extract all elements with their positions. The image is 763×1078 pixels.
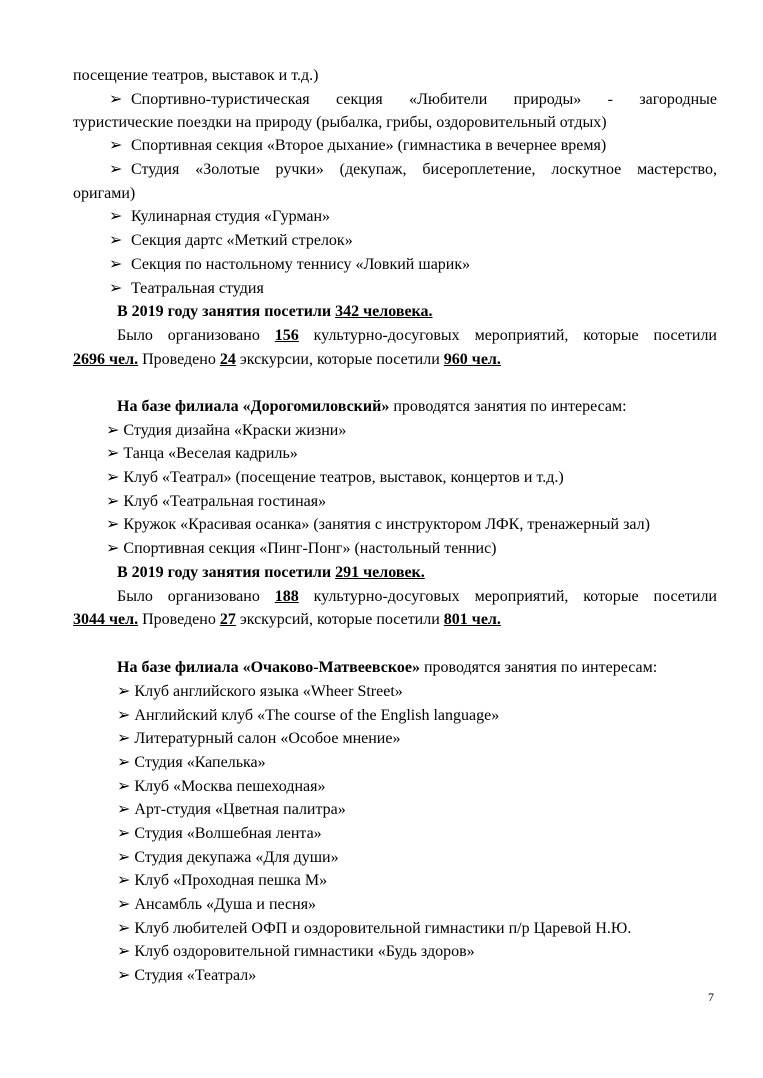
- excursions-count: 24: [219, 351, 236, 368]
- visits-value: 342 человека.: [335, 303, 433, 320]
- list-item: [117, 895, 761, 915]
- list-item-text: Спортивно-туристическая секция «Любители природы» - загородные: [131, 91, 717, 108]
- list-item-text: Ансамбль «Душа и песня»: [134, 896, 317, 913]
- list-item: [109, 207, 753, 227]
- visits-value: 291 человек.: [335, 564, 425, 581]
- list-item: [106, 468, 750, 488]
- bullet-arrow-icon: ➢: [117, 707, 131, 724]
- events-summary-continuation: [73, 610, 717, 630]
- list-item-text: Студия декупажа «Для души»: [134, 849, 339, 866]
- bullet-arrow-icon: ➢: [117, 778, 131, 795]
- list-item: [109, 231, 753, 251]
- list-item-text: Спортивная секция «Второе дыхание» (гимнастика в вечернее время): [131, 137, 607, 154]
- list-item: [109, 90, 717, 110]
- bullet-arrow-icon: ➢: [117, 943, 131, 960]
- list-item: [117, 706, 761, 726]
- list-item: [117, 871, 761, 891]
- bullet-arrow-icon: ➢: [117, 872, 131, 889]
- list-item-text: Кулинарная студия «Гурман»: [131, 208, 331, 225]
- list-item: [109, 279, 753, 299]
- visits-label: В 2019 году занятия посетили: [117, 564, 336, 581]
- excursions-visitors: 801 чел.: [443, 611, 501, 628]
- list-item: [117, 800, 761, 820]
- events-visitors: 2696 чел.: [73, 351, 139, 368]
- list-item-text: Танца «Веселая кадриль»: [123, 445, 298, 462]
- text: экскурсии, которые посетили: [235, 351, 444, 368]
- text: проводятся занятия по интересам:: [419, 659, 658, 676]
- list-item: [106, 515, 750, 535]
- text: Было организовано: [117, 588, 275, 605]
- list-item: [117, 848, 761, 868]
- visits-label: В 2019 году занятия посетили: [117, 303, 336, 320]
- paragraph-line: [73, 66, 717, 86]
- events-summary: [117, 587, 717, 607]
- bullet-arrow-icon: ➢: [117, 801, 131, 818]
- bullet-arrow-icon: ➢: [106, 516, 120, 533]
- list-item: [117, 777, 761, 797]
- list-item-text: Английский клуб «The course of the English language»: [134, 707, 500, 724]
- list-item: [117, 942, 761, 962]
- list-item: [117, 966, 761, 986]
- list-item-text: Кружок «Красивая осанка» (занятия с инструктором ЛФК, тренажерный зал): [123, 516, 650, 533]
- list-item-text: Секция по настольному теннису «Ловкий шарик»: [131, 256, 471, 273]
- list-item-text: Литературный салон «Особое мнение»: [134, 730, 401, 747]
- list-item-continuation: [73, 184, 717, 204]
- bullet-arrow-icon: ➢: [109, 280, 123, 297]
- list-item-text: Клуб английского языка «Wheer Street»: [134, 683, 403, 700]
- list-item-text: туристические поездки на природу (рыбалка, грибы, оздоровительный отдых): [73, 114, 607, 131]
- events-visitors: 3044 чел.: [73, 611, 139, 628]
- branch-name: На базе филиала «Дорогомиловский»: [117, 398, 390, 415]
- list-item-text: Студия «Театрал»: [134, 967, 257, 984]
- bullet-arrow-icon: ➢: [117, 967, 131, 984]
- bullet-arrow-icon: ➢: [109, 161, 123, 178]
- section-heading: [117, 397, 761, 417]
- events-count: 188: [274, 588, 299, 605]
- bullet-arrow-icon: ➢: [109, 91, 123, 108]
- text: Проведено: [138, 611, 220, 628]
- list-item: [106, 539, 750, 559]
- list-item: [106, 421, 750, 441]
- list-item-text: Клуб «Театрал» (посещение театров, выставок, концертов и т.д.): [123, 469, 564, 486]
- events-count: 156: [274, 327, 299, 344]
- bullet-arrow-icon: ➢: [106, 445, 120, 462]
- bullet-arrow-icon: ➢: [106, 422, 120, 439]
- bullet-arrow-icon: ➢: [106, 493, 120, 510]
- bullet-arrow-icon: ➢: [109, 256, 123, 273]
- list-item: [109, 160, 717, 180]
- list-item: [117, 919, 761, 939]
- events-summary-continuation: [73, 350, 717, 370]
- list-item-text: Клуб «Театральная гостиная»: [123, 493, 327, 510]
- list-item-text: Клуб «Проходная пешка М»: [134, 872, 328, 889]
- bullet-arrow-icon: ➢: [117, 683, 131, 700]
- list-item-text: оригами): [73, 185, 136, 202]
- list-item-text: Клуб «Москва пешеходная»: [134, 778, 326, 795]
- text: культурно-досуговых мероприятий, которые посетили: [298, 588, 717, 605]
- list-item: [117, 824, 761, 844]
- text: культурно-досуговых мероприятий, которые посетили: [298, 327, 717, 344]
- bullet-arrow-icon: ➢: [117, 896, 131, 913]
- list-item: [106, 492, 750, 512]
- list-item-text: Студия дизайна «Краски жизни»: [123, 422, 347, 439]
- list-item-text: Студия «Волшебная лента»: [134, 825, 322, 842]
- bullet-arrow-icon: ➢: [117, 730, 131, 747]
- bullet-arrow-icon: ➢: [117, 920, 131, 937]
- list-item-continuation: [73, 113, 717, 133]
- text: Было организовано: [117, 327, 275, 344]
- list-item: [109, 136, 753, 156]
- list-item: [117, 729, 761, 749]
- list-item-text: Студия «Золотые ручки» (декупаж, бисероплетение, лоскутное мастерство,: [131, 161, 717, 178]
- text: Проведено: [138, 351, 220, 368]
- events-summary: [117, 326, 717, 346]
- list-item-text: Студия «Капелька»: [134, 754, 266, 771]
- branch-name: На базе филиала «Очаково-Матвеевское»: [117, 659, 420, 676]
- bullet-arrow-icon: ➢: [109, 232, 123, 249]
- page-number: 7: [708, 990, 714, 1004]
- text: проводятся занятия по интересам:: [389, 398, 627, 415]
- excursions-visitors: 960 чел.: [443, 351, 501, 368]
- list-item-text: Театральная студия: [131, 280, 264, 297]
- list-item-text: Спортивная секция «Пинг-Понг» (настольный теннис): [123, 540, 497, 557]
- list-item: [106, 444, 750, 464]
- bullet-arrow-icon: ➢: [109, 137, 123, 154]
- bullet-arrow-icon: ➢: [117, 849, 131, 866]
- list-item-text: Арт-студия «Цветная палитра»: [134, 801, 346, 818]
- list-item: [117, 753, 761, 773]
- text: посещение театров, выставок и т.д.): [73, 67, 319, 84]
- bullet-arrow-icon: ➢: [109, 208, 123, 225]
- list-item-text: Клуб оздоровительной гимнастики «Будь здоров»: [134, 943, 475, 960]
- list-item: [117, 682, 761, 702]
- visits-summary: [117, 302, 761, 322]
- text: экскурсий, которые посетили: [235, 611, 444, 628]
- visits-summary: [117, 563, 761, 583]
- list-item-text: Секция дартс «Меткий стрелок»: [131, 232, 353, 249]
- bullet-arrow-icon: ➢: [117, 754, 131, 771]
- bullet-arrow-icon: ➢: [117, 825, 131, 842]
- excursions-count: 27: [219, 611, 236, 628]
- bullet-arrow-icon: ➢: [106, 540, 120, 557]
- list-item: [109, 255, 753, 275]
- bullet-arrow-icon: ➢: [106, 469, 120, 486]
- section-heading: [117, 658, 761, 678]
- list-item-text: Клуб любителей ОФП и оздоровительной гимнастики п/р Царевой Н.Ю.: [134, 920, 632, 937]
